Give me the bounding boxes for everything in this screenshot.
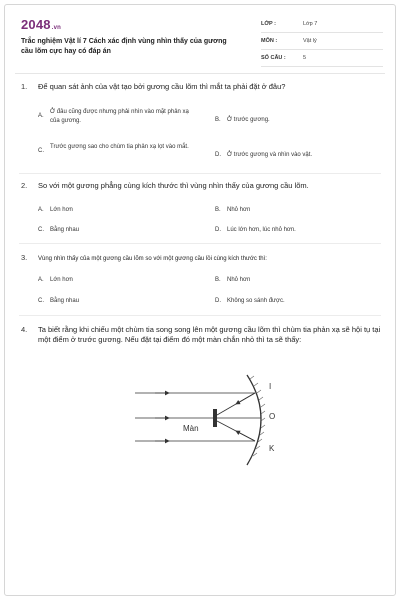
concave-mirror-diagram — [135, 373, 295, 478]
meta-row-count — [261, 53, 383, 67]
header-divider — [15, 73, 385, 74]
point-label-o: O — [269, 412, 276, 421]
option-text: Bằng nhau — [50, 227, 80, 233]
point-label-i: I — [269, 382, 272, 391]
meta-value: Vật lý — [303, 38, 317, 44]
option-letter: A. — [38, 277, 44, 283]
option-b[interactable] — [215, 116, 375, 125]
meta-value: Lớp 7 — [303, 21, 318, 27]
question-text: So với một gương phẳng cùng kích thước thì vùng nhìn thấy của gương cầu lõm. — [38, 181, 309, 190]
option-letter: B. — [215, 117, 221, 123]
option-text: Ở trước gương. — [227, 117, 270, 123]
option-c[interactable] — [38, 226, 79, 235]
mirror-hatching — [250, 376, 265, 456]
meta-label: SỐ CÂU : — [261, 55, 286, 61]
option-letter: A. — [38, 207, 44, 213]
option-text: Bằng nhau — [50, 298, 80, 304]
mirror-arc — [247, 375, 261, 465]
option-c[interactable] — [38, 143, 213, 156]
meta-row-class — [261, 19, 383, 33]
meta-value: 5 — [303, 55, 307, 61]
option-d[interactable] — [215, 226, 296, 235]
option-text: Ở đâu cũng được nhưng phải nhìn vào mặt phản xạ của gương. — [50, 109, 189, 124]
option-text: Nhỏ hơn — [227, 207, 251, 213]
site-logo[interactable] — [21, 17, 61, 32]
option-letter: C. — [38, 227, 44, 233]
option-text: Không so sánh được. — [227, 298, 285, 304]
point-label-k: K — [269, 444, 275, 453]
question-text: Ta biết rằng khi chiếu một chùm tia song song lên một gương cầu lõm thì chùm tia phản xạ sẽ hội tụ tại một điểm ở trước gương. Nếu đặt tại điểm đó một màn chắn nhỏ thì ta sẽ thấy: — [38, 325, 381, 344]
option-a[interactable] — [38, 206, 73, 215]
option-text: Ở trước gương và nhìn vào vật. — [227, 152, 313, 158]
option-letter: D. — [215, 298, 221, 304]
question-separator — [19, 173, 381, 174]
option-text: Lớn hơn — [50, 277, 73, 283]
question-number: 1. — [21, 82, 28, 91]
question-separator — [19, 315, 381, 316]
option-a[interactable] — [38, 108, 213, 125]
question-text: Vùng nhìn thấy của một gương cầu lõm so với một gương cầu lồi cùng kích thước thì: — [38, 256, 267, 262]
meta-label: MÔN : — [261, 38, 278, 44]
question-number: 4. — [21, 325, 28, 334]
option-a[interactable] — [38, 276, 73, 285]
option-letter: C. — [38, 298, 44, 304]
option-letter: B. — [215, 277, 221, 283]
option-b[interactable] — [215, 206, 250, 215]
option-text: Trước gương sao cho chùm tia phản xạ lọt vào mắt. — [50, 144, 189, 150]
worksheet-page — [4, 4, 396, 596]
page-title: Trắc nghiệm Vật lí 7 Cách xác định vùng nhìn thấy của gương cầu lõm cực hay có đáp án — [21, 38, 227, 55]
screen-shape — [213, 409, 217, 427]
option-letter: B. — [215, 207, 221, 213]
question-text: Để quan sát ảnh của vật tạo bởi gương cầu lõm thì mắt ta phải đặt ở đâu? — [38, 82, 286, 91]
option-d[interactable] — [215, 151, 385, 160]
meta-row-subject — [261, 36, 383, 50]
meta-label: LỚP : — [261, 21, 276, 27]
option-letter: A. — [38, 113, 44, 119]
meta-panel — [261, 19, 383, 70]
option-letter: D. — [215, 152, 221, 158]
question-number: 2. — [21, 181, 28, 190]
mirror-figure — [135, 373, 295, 478]
option-letter: C. — [38, 148, 44, 154]
option-letter: D. — [215, 227, 221, 233]
question-separator — [19, 243, 381, 244]
option-d[interactable] — [215, 297, 285, 306]
header — [21, 17, 383, 67]
option-b[interactable] — [215, 276, 250, 285]
logo-text: 2048 — [21, 17, 51, 32]
option-c[interactable] — [38, 297, 79, 306]
screen-label: Màn — [183, 424, 199, 433]
option-text: Lớn hơn — [50, 207, 73, 213]
option-text: Nhỏ hơn — [227, 277, 251, 283]
question-number: 3. — [21, 253, 28, 262]
option-text: Lúc lớn hơn, lúc nhỏ hơn. — [227, 227, 296, 233]
logo-suffix: .vn — [51, 25, 62, 31]
